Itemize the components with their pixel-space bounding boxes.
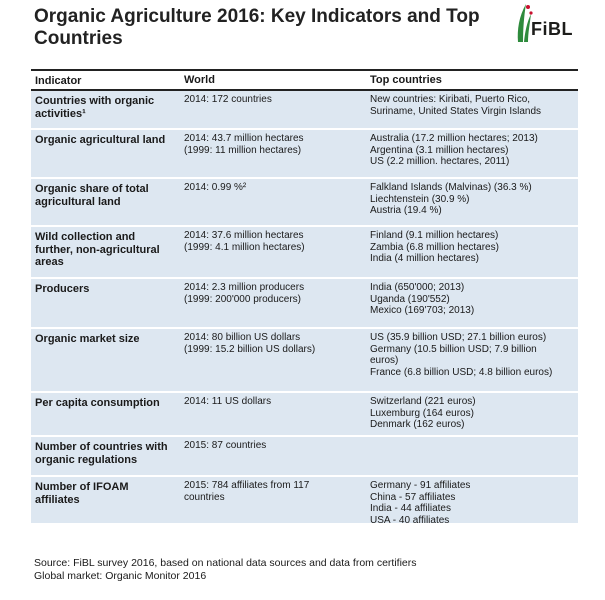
indicator-cell: Number of IFOAM affiliates [35, 481, 129, 506]
top-country-line: Germany (10.5 billion USD; 7.9 billion [370, 343, 537, 355]
top-country-line: Liechtenstein (30.9 %) [370, 193, 470, 205]
table-row [31, 279, 578, 329]
world-line: (1999: 4.1 million hectares) [184, 241, 305, 253]
world-cell [180, 227, 366, 277]
top-countries-cell [366, 227, 578, 277]
top-countries-cell [366, 477, 578, 526]
world-line: (1999: 11 million hectares) [184, 144, 302, 156]
table-row [31, 130, 578, 179]
top-country-line: New countries: Kiribati, Puerto Rico, [370, 94, 531, 105]
world-line: 2015: 87 countries [184, 440, 267, 451]
world-line: 2014: 43.7 million hectares [184, 133, 304, 144]
world-line: 2014: 37.6 million hectares [184, 230, 304, 241]
world-line: countries [184, 491, 225, 503]
top-country-line: Austria (19.4 %) [370, 205, 442, 216]
source-line: Global market: Organic Monitor 2016 [34, 570, 207, 582]
world-line: (1999: 200'000 producers) [184, 293, 301, 305]
top-country-line: France (6.8 billion USD; 4.8 billion euros) [370, 366, 553, 378]
world-line: 2014: 80 billion US dollars [184, 332, 301, 343]
indicator-cell: Wild collection and further, non-agricultural areas [35, 231, 160, 268]
top-countries-cell [366, 329, 578, 391]
top-country-line: China - 57 affiliates [370, 491, 456, 503]
top-country-line: Switzerland (221 euros) [370, 396, 476, 407]
world-line: 2014: 11 US dollars [184, 396, 272, 407]
indicators-table [31, 69, 578, 525]
source-line: Source: FiBL survey 2016, based on national data sources and data from certifiers [34, 557, 417, 569]
top-country-line: Luxemburg (164 euros) [370, 407, 474, 419]
top-countries-cell [366, 130, 578, 177]
fibl-logo-text: FiBL [531, 19, 573, 39]
top-countries-cell [366, 437, 578, 475]
world-cell [180, 130, 366, 177]
header-indicator: Indicator [35, 75, 82, 87]
top-country-line: India (650'000; 2013) [370, 282, 465, 293]
top-countries-cell [366, 279, 578, 327]
top-country-line: Denmark (162 euros) [370, 419, 465, 430]
world-line: (1999: 15.2 billion US dollars) [184, 343, 316, 355]
top-countries-cell [366, 179, 578, 225]
top-country-line: Uganda (190'552) [370, 293, 450, 305]
top-country-line: euros) [370, 355, 399, 366]
table-row [31, 227, 578, 279]
header-world: World [184, 74, 215, 86]
table-row [31, 329, 578, 393]
table-row [31, 437, 578, 477]
world-cell [180, 179, 366, 225]
top-country-line: Mexico (169'703; 2013) [370, 305, 475, 316]
top-country-line: India - 44 affiliates [370, 503, 451, 514]
world-line: 2014: 0.99 %² [184, 182, 247, 193]
top-country-line: Zambia (6.8 million hectares) [370, 241, 499, 253]
top-countries-cell [366, 91, 578, 128]
table-row [31, 179, 578, 227]
top-country-line: US (2.2 million. hectares, 2011) [370, 156, 510, 167]
top-country-line: Finland (9.1 million hectares) [370, 230, 499, 241]
indicator-cell: Countries with organic activities¹ [35, 95, 155, 120]
indicator-cell: Organic market size [35, 333, 140, 345]
indicator-cell: Per capita consumption [35, 397, 160, 409]
top-country-line: Falkland Islands (Malvinas) (36.3 %) [370, 182, 532, 193]
indicator-cell: Organic share of total agricultural land [35, 183, 149, 208]
indicator-cell: Producers [35, 283, 90, 295]
top-country-line: USA - 40 affiliates [370, 514, 450, 526]
table-header [31, 71, 578, 91]
source-note [34, 557, 417, 583]
top-countries-cell [366, 393, 578, 435]
top-country-line: Germany - 91 affiliates [370, 480, 471, 491]
top-country-line: Australia (17.2 million hectares; 2013) [370, 133, 538, 144]
world-line: 2014: 172 countries [184, 94, 272, 105]
world-cell [180, 329, 366, 391]
table-row [31, 91, 578, 130]
world-cell [180, 279, 366, 327]
top-country-line: Suriname, United States Virgin Islands [370, 105, 542, 117]
page-title: Organic Agriculture 2016: Key Indicators and Top Countries [34, 6, 480, 49]
header-top-countries: Top countries [370, 74, 442, 86]
world-cell [180, 437, 366, 475]
top-country-line: US (35.9 billion USD; 27.1 billion euros) [370, 332, 547, 343]
top-country-line: Argentina (3.1 million hectares) [370, 144, 509, 156]
top-country-line: India (4 million hectares) [370, 253, 479, 264]
table-row [31, 477, 578, 525]
world-cell [180, 393, 366, 435]
world-line: 2014: 2.3 million producers [184, 282, 305, 293]
table-row [31, 393, 578, 437]
world-cell [180, 91, 366, 128]
world-cell [180, 477, 366, 523]
indicator-cell: Organic agricultural land [35, 134, 166, 146]
world-line: 2015: 784 affiliates from 117 [184, 480, 310, 491]
table-body [31, 91, 578, 525]
indicator-cell: Number of countries with organic regulations [35, 441, 168, 466]
